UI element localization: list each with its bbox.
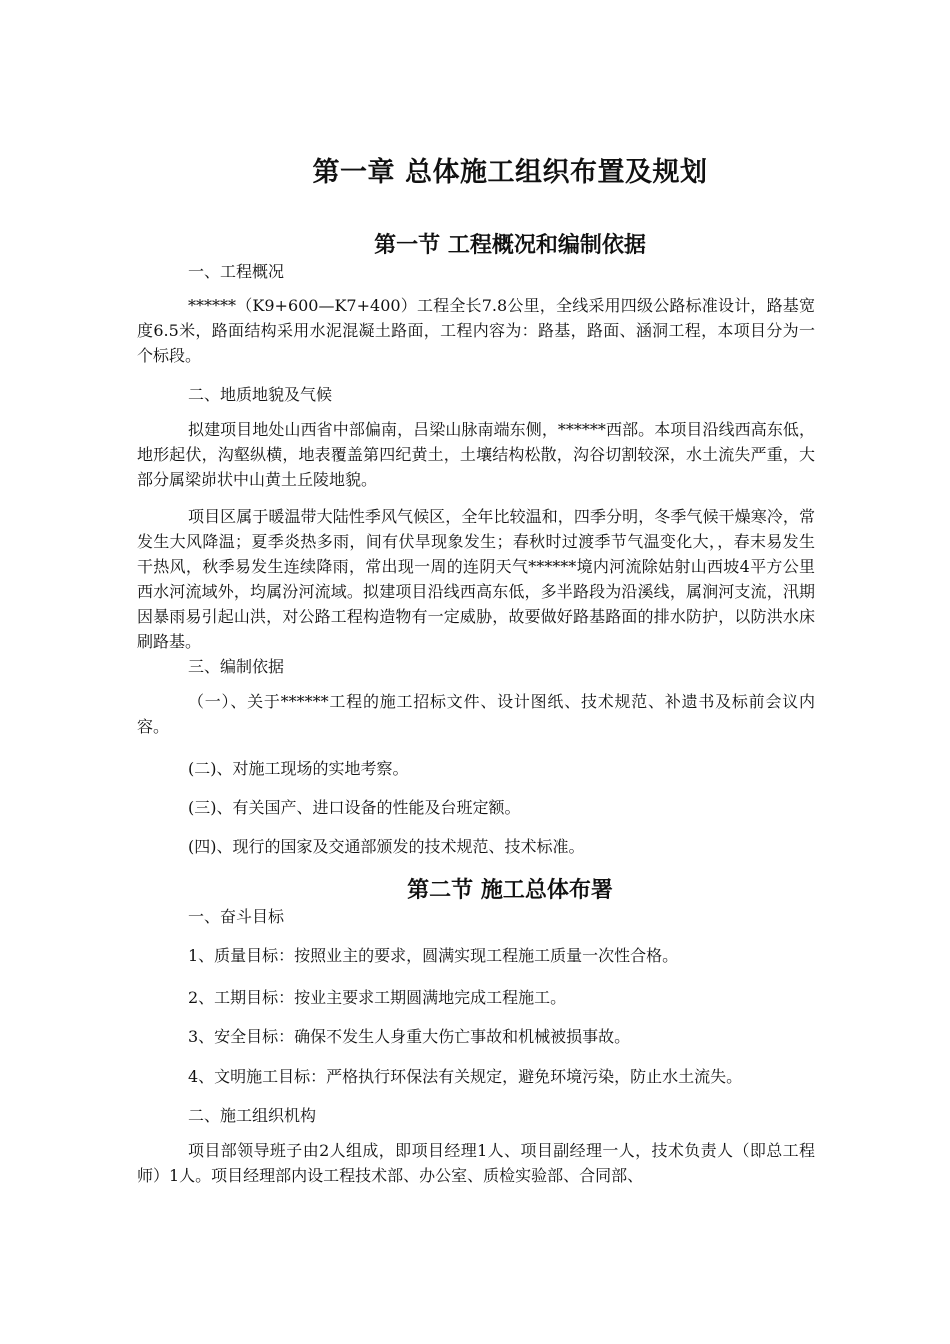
heading-compilation-basis: 三、编制依据 (188, 657, 285, 676)
section-1-title: 第一节 工程概况和编制依据 (374, 232, 646, 258)
organization-paragraph: 项目部领导班子由2人组成，即项目经理1人、项目副经理一人，技术负责人（即总工程师）1人。项目经理部内设工程技术部、办公室、质检实验部、合同部、 (137, 1141, 815, 1185)
heading-goals: 一、奋斗目标 (188, 907, 285, 926)
section-2-title: 第二节 施工总体布署 (407, 877, 613, 903)
basis-item-3: (三)、有关国产、进口设备的性能及台班定额。 (188, 798, 521, 817)
goal-schedule: 2、工期目标：按业主要求工期圆满地完成工程施工。 (188, 988, 567, 1007)
goal-civilized-construction: 4、文明施工目标：严格执行环保法有关规定，避免环境污染，防止水土流失。 (188, 1067, 743, 1086)
heading-geology-climate: 二、地质地貌及气候 (188, 385, 333, 404)
basis-item-4: (四)、现行的国家及交通部颁发的技术规范、技术标准。 (188, 837, 585, 856)
basis-item-2: (二)、对施工现场的实地考察。 (188, 759, 409, 778)
geology-paragraph: 拟建项目地处山西省中部偏南，吕梁山脉南端东侧，******西部。本项目沿线西高东低，地形起伏，沟壑纵横，地表覆盖第四纪黄土，土壤结构松散，沟谷切割较深，水土流失严重，大部分属梁峁状中山黄土丘陵地貌。 (137, 420, 815, 489)
goal-quality: 1、质量目标：按照业主的要求，圆满实现工程施工质量一次性合格。 (188, 946, 679, 965)
heading-project-overview: 一、工程概况 (188, 262, 285, 281)
heading-organization: 二、施工组织机构 (188, 1106, 317, 1125)
goal-safety: 3、安全目标：确保不发生人身重大伤亡事故和机械被损事故。 (188, 1027, 631, 1046)
climate-paragraph: 项目区属于暖温带大陆性季风气候区，全年比较温和，四季分明，冬季气候干燥寒冷，常发生大风降温；夏季炎热多雨，间有伏旱现象发生；春秋时过渡季节气温变化大，，春末易发生干热风，秋季易发生连续降雨，常出现一周的连阴天气******境内河流除姑射山西坡4平方公里西水河流域外，均属汾河流域。拟建项目沿线西高东低，多半路段为沿溪线，属涧河支流，汛期因暴雨易引起山洪，对公路工程构造物有一定威胁，故要做好路基路面的排水防护，以防洪水床刷路基。 (137, 507, 815, 651)
chapter-title: 第一章 总体施工组织布置及规划 (312, 157, 708, 188)
project-overview-paragraph: ******（K9+600—K7+400）工程全长7.8公里，全线采用四级公路标准设计，路基宽度6.5米，路面结构采用水泥混凝土路面，工程内容为：路基，路面、涵洞工程，本项目分为一个标段。 (137, 296, 815, 365)
basis-item-1: （一）、关于******工程的施工招标文件、设计图纸、技术规范、补遗书及标前会议内容。 (137, 692, 815, 736)
